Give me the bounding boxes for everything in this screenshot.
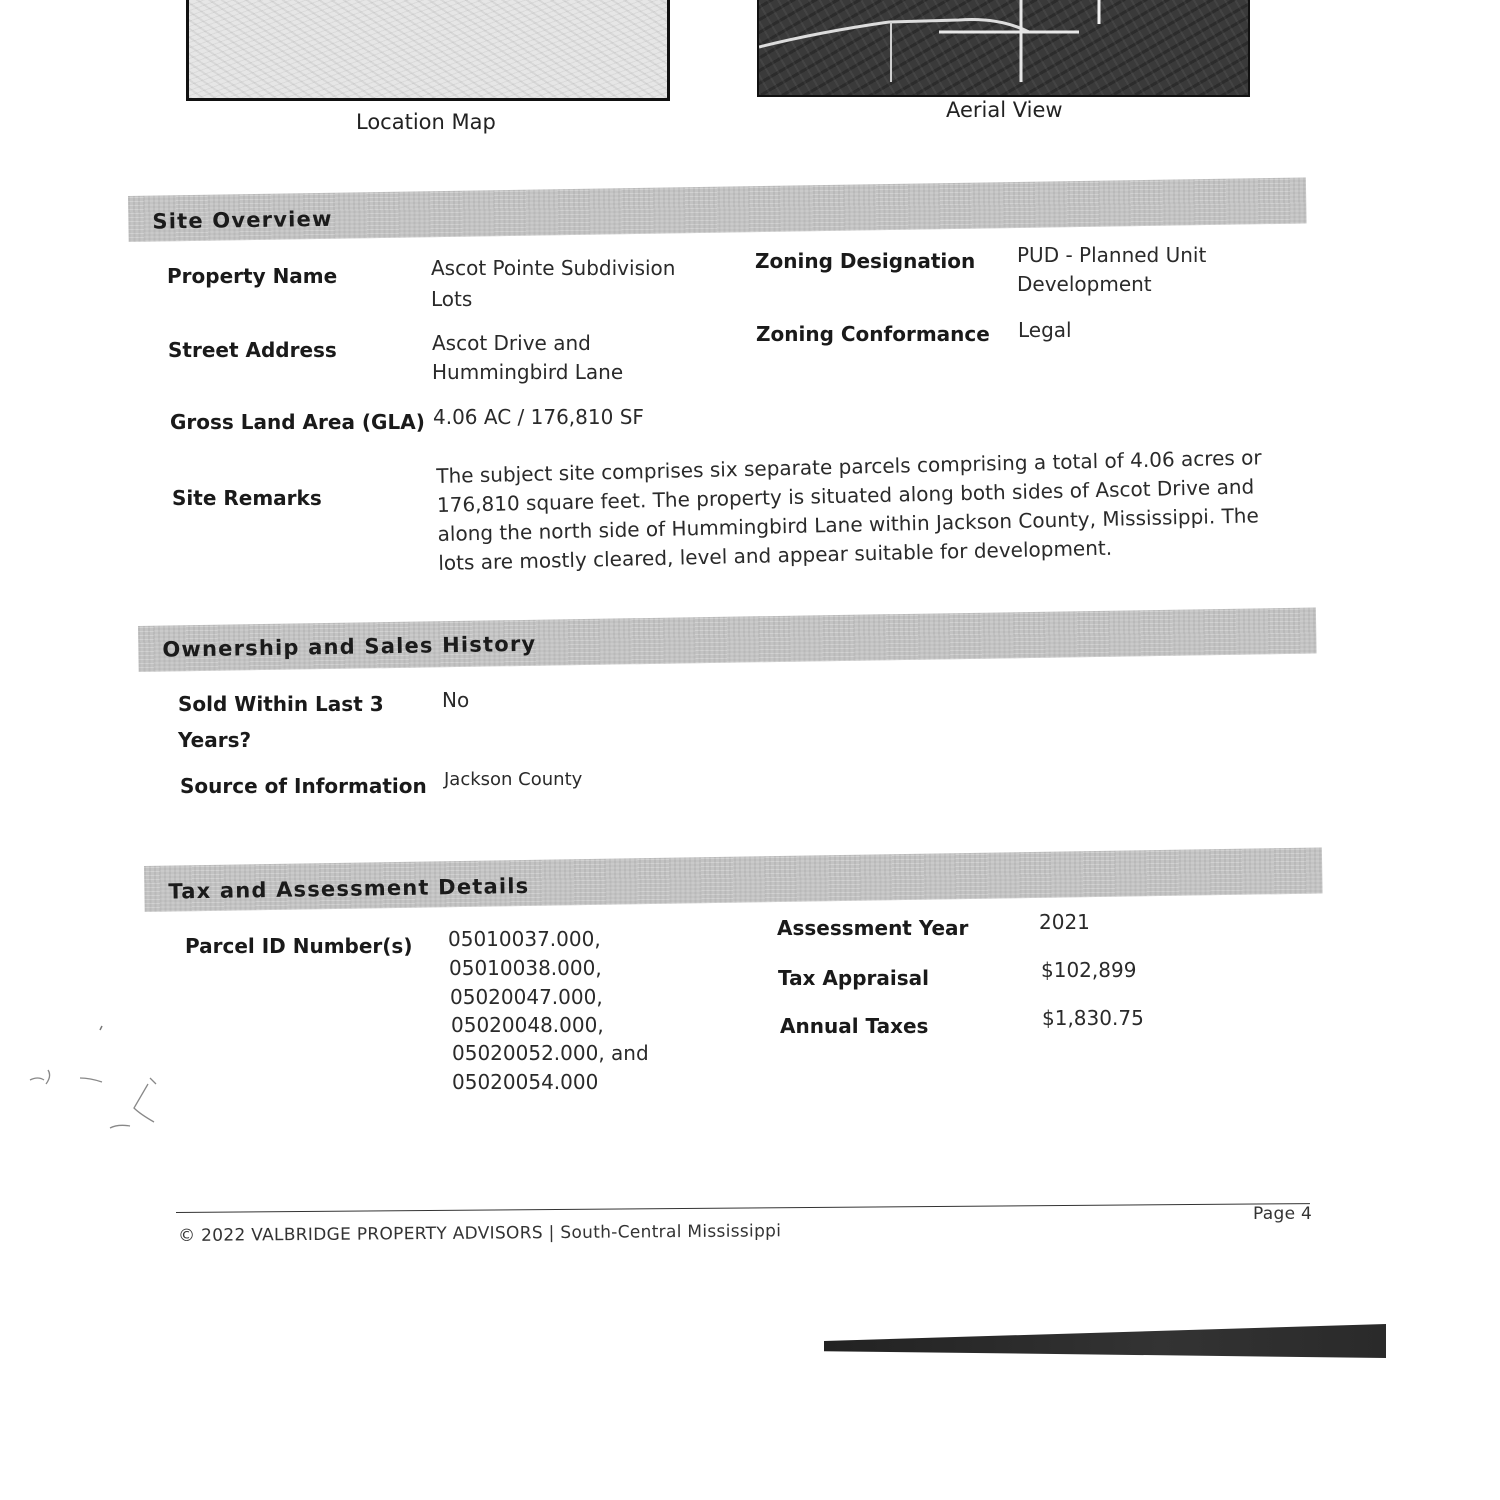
footer-page-number: Page 4 (1253, 1204, 1313, 1224)
gla-value: 4.06 AC / 176,810 SF (433, 405, 644, 429)
tax-appraisal-label: Tax Appraisal (778, 966, 930, 990)
sold-within-label-line2: Years? (178, 728, 252, 752)
property-name-value-line1: Ascot Pointe Subdivision (431, 256, 676, 280)
aerial-view-image (757, 0, 1250, 97)
zoning-conformance-value: Legal (1018, 318, 1072, 342)
zoning-designation-value-line1: PUD - Planned Unit (1017, 243, 1207, 267)
parcel-id-value-2: 05010038.000, (449, 956, 602, 980)
parcel-id-value-5: 05020052.000, and (452, 1041, 649, 1065)
property-name-label: Property Name (167, 264, 338, 288)
street-address-value-line1: Ascot Drive and (432, 331, 591, 355)
source-of-information-value: Jackson County (444, 769, 583, 790)
tax-appraisal-value: $102,899 (1041, 958, 1137, 982)
parcel-id-value-1: 05010037.000, (448, 927, 601, 951)
aerial-roads-graphic (759, 0, 1248, 95)
ownership-band (138, 607, 1317, 671)
street-address-label: Street Address (168, 338, 337, 362)
annual-taxes-label: Annual Taxes (780, 1014, 929, 1038)
sold-within-label-line1: Sold Within Last 3 (178, 692, 384, 716)
footer-rule (176, 1203, 1310, 1213)
site-remarks-label: Site Remarks (172, 486, 322, 510)
parcel-id-label: Parcel ID Number(s) (185, 934, 413, 958)
assessment-year-value: 2021 (1039, 910, 1090, 934)
site-overview-band (128, 177, 1307, 241)
footer-copyright: © 2022 VALBRIDGE PROPERTY ADVISORS | South-Central Mississippi (178, 1221, 782, 1246)
parcel-id-value-6: 05020054.000 (452, 1070, 599, 1094)
assessment-year-label: Assessment Year (777, 916, 969, 940)
decorative-footer-bar (824, 1324, 1386, 1358)
annual-taxes-value: $1,830.75 (1042, 1006, 1144, 1030)
aerial-view-caption: Aerial View (946, 98, 1063, 122)
zoning-designation-label: Zoning Designation (755, 249, 976, 273)
tax-title: Tax and Assessment Details (168, 873, 530, 904)
scan-artifact-marks (20, 1020, 190, 1140)
street-address-value-line2: Hummingbird Lane (432, 360, 624, 384)
parcel-id-value-3: 05020047.000, (450, 985, 603, 1009)
location-map-caption: Location Map (356, 110, 496, 134)
zoning-designation-value-line2: Development (1017, 272, 1152, 296)
gla-label: Gross Land Area (GLA) (170, 410, 425, 434)
source-of-information-label: Source of Information (180, 774, 427, 798)
site-overview-title: Site Overview (152, 206, 333, 234)
sold-within-value: No (442, 688, 470, 712)
zoning-conformance-label: Zoning Conformance (756, 322, 990, 346)
parcel-id-value-4: 05020048.000, (451, 1013, 604, 1037)
location-map-image (186, 0, 670, 101)
property-name-value-line2: Lots (431, 287, 473, 311)
ownership-title: Ownership and Sales History (162, 631, 537, 662)
site-remarks-value: The subject site comprises six separate parcels comprising a total of 4.06 acres or 176,810 square feet. The property is situated along both sides of Ascot Drive and along the north side of Hummingbird Lane within Jackson County, Mississippi. The lots are mostly cleared, level and appear suitable for development. (436, 445, 1262, 575)
tax-band (144, 847, 1323, 911)
